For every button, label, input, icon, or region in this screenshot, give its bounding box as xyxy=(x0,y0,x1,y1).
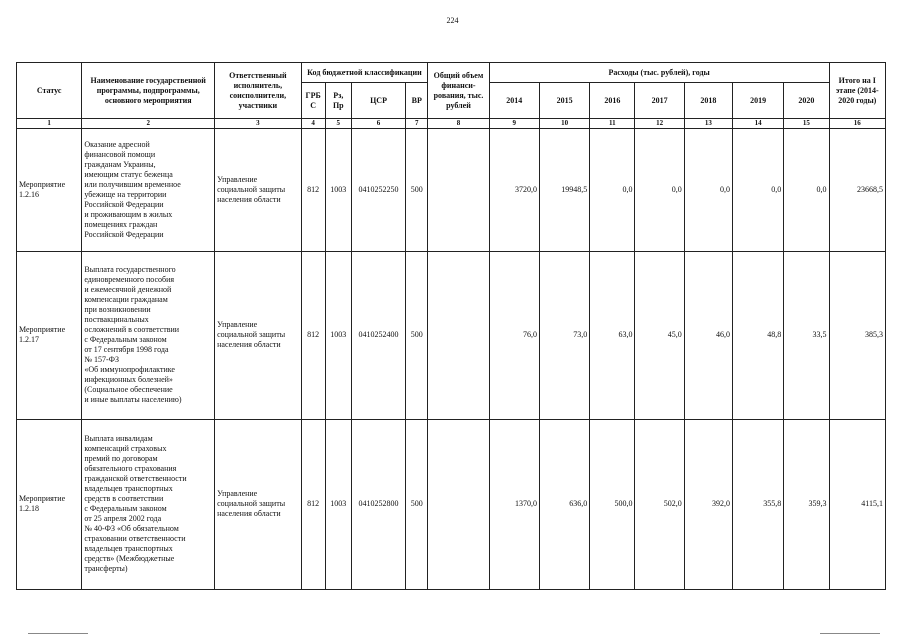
row-value: 33,5 xyxy=(784,251,829,419)
column-index: 9 xyxy=(489,119,539,129)
column-index: 11 xyxy=(590,119,635,129)
column-index: 12 xyxy=(635,119,684,129)
row-grbs: 812 xyxy=(301,251,325,419)
row-status: Мероприятие 1.2.16 xyxy=(17,128,82,251)
expenses-header: Расходы (тыс. рублей), годы xyxy=(489,63,829,83)
budget-table xyxy=(16,62,886,590)
program-name-header: Наименование государственной программы, подпрограммы, основного мероприятия xyxy=(82,63,215,119)
row-status: Мероприятие 1.2.18 xyxy=(17,419,82,589)
year-header: 2016 xyxy=(590,83,635,119)
row-rzpr: 1003 xyxy=(325,128,351,251)
row-csr: 0410252800 xyxy=(351,419,405,589)
column-index: 10 xyxy=(539,119,589,129)
year-header: 2014 xyxy=(489,83,539,119)
bottom-divider xyxy=(28,633,88,634)
total-volume-header: Общий объем финанси-рования, тыс. рублей xyxy=(428,63,489,119)
column-index: 16 xyxy=(829,119,885,129)
row-grbs: 812 xyxy=(301,128,325,251)
row-grbs: 812 xyxy=(301,419,325,589)
row-value: 76,0 xyxy=(489,251,539,419)
row-total xyxy=(428,419,489,589)
row-name: Выплата инвалидам компенсаций страховых премий по договорам обязательного страхования гражданской ответственности владельцев транспортных средств в соответствии с Федеральным законом от 25 апреля 2002 года № 40-ФЗ «Об обязательном страховании ответственности владельцев транспортных средств» (Межбюджетные трансферты) xyxy=(82,419,215,589)
grbs-header: ГРБ С xyxy=(301,83,325,119)
page-number: 224 xyxy=(446,16,459,25)
row-name: Оказание адресной финансовой помощи гражданам Украины, имеющим статус беженца или получившим временное убежище на территории Российской Федерации и проживающим в жилых помещениях граждан Российской Федерации xyxy=(82,128,215,251)
row-value: 3720,0 xyxy=(489,128,539,251)
row-value: 0,0 xyxy=(784,128,829,251)
row-vr: 500 xyxy=(406,419,428,589)
row-value: 0,0 xyxy=(733,128,784,251)
column-index: 4 xyxy=(301,119,325,129)
row-value: 500,0 xyxy=(590,419,635,589)
row-vr: 500 xyxy=(406,128,428,251)
row-csr: 0410252400 xyxy=(351,251,405,419)
row-value: 0,0 xyxy=(684,128,732,251)
column-index: 8 xyxy=(428,119,489,129)
table-row xyxy=(17,128,886,251)
row-value: 48,8 xyxy=(733,251,784,419)
column-index: 6 xyxy=(351,119,405,129)
budget-code-header: Код бюджетной классификации xyxy=(301,63,428,83)
row-value: 73,0 xyxy=(539,251,589,419)
year-header: 2018 xyxy=(684,83,732,119)
column-index: 14 xyxy=(733,119,784,129)
row-total xyxy=(428,128,489,251)
row-total xyxy=(428,251,489,419)
row-value: 45,0 xyxy=(635,251,684,419)
row-value: 0,0 xyxy=(635,128,684,251)
year-header: 2017 xyxy=(635,83,684,119)
row-stage-total: 385,3 xyxy=(829,251,885,419)
column-index: 5 xyxy=(325,119,351,129)
stage-total-header: Итого на I этапе (2014-2020 годы) xyxy=(829,63,885,119)
csr-header: ЦСР xyxy=(351,83,405,119)
table-row xyxy=(17,419,886,589)
row-vr: 500 xyxy=(406,251,428,419)
column-index: 7 xyxy=(406,119,428,129)
row-value: 502,0 xyxy=(635,419,684,589)
vr-header: ВР xyxy=(406,83,428,119)
year-header: 2019 xyxy=(733,83,784,119)
row-value: 0,0 xyxy=(590,128,635,251)
status-header: Статус xyxy=(17,63,82,119)
row-executor: Управление социальной защиты населения области xyxy=(215,128,301,251)
row-value: 359,3 xyxy=(784,419,829,589)
row-status: Мероприятие 1.2.17 xyxy=(17,251,82,419)
row-value: 392,0 xyxy=(684,419,732,589)
row-value: 1370,0 xyxy=(489,419,539,589)
table-row xyxy=(17,251,886,419)
column-index: 1 xyxy=(17,119,82,129)
column-index: 2 xyxy=(82,119,215,129)
row-name: Выплата государственного единовременного пособия и ежемесячной денежной компенсации гражданам при возникновении поствакцинальных осложнений в соответствии с Федеральным законом от 17 сентября 1998 года № 157-ФЗ «Об иммунопрофилактике инфекционных болезней» (Социальное обеспечение и иные выплаты населению) xyxy=(82,251,215,419)
rzpr-header: Рз, Пр xyxy=(325,83,351,119)
row-value: 355,8 xyxy=(733,419,784,589)
column-index: 13 xyxy=(684,119,732,129)
row-value: 636,0 xyxy=(539,419,589,589)
row-value: 63,0 xyxy=(590,251,635,419)
column-index: 3 xyxy=(215,119,301,129)
executor-header: Ответственный исполнитель, соисполнители, участники xyxy=(215,63,301,119)
row-rzpr: 1003 xyxy=(325,251,351,419)
year-header: 2020 xyxy=(784,83,829,119)
row-executor: Управление социальной защиты населения области xyxy=(215,419,301,589)
row-rzpr: 1003 xyxy=(325,419,351,589)
row-stage-total: 23668,5 xyxy=(829,128,885,251)
row-value: 19948,5 xyxy=(539,128,589,251)
row-stage-total: 4115,1 xyxy=(829,419,885,589)
column-index-row xyxy=(17,119,886,129)
bottom-divider xyxy=(820,633,880,634)
year-header: 2015 xyxy=(539,83,589,119)
row-executor: Управление социальной защиты населения области xyxy=(215,251,301,419)
row-csr: 0410252250 xyxy=(351,128,405,251)
row-value: 46,0 xyxy=(684,251,732,419)
column-index: 15 xyxy=(784,119,829,129)
